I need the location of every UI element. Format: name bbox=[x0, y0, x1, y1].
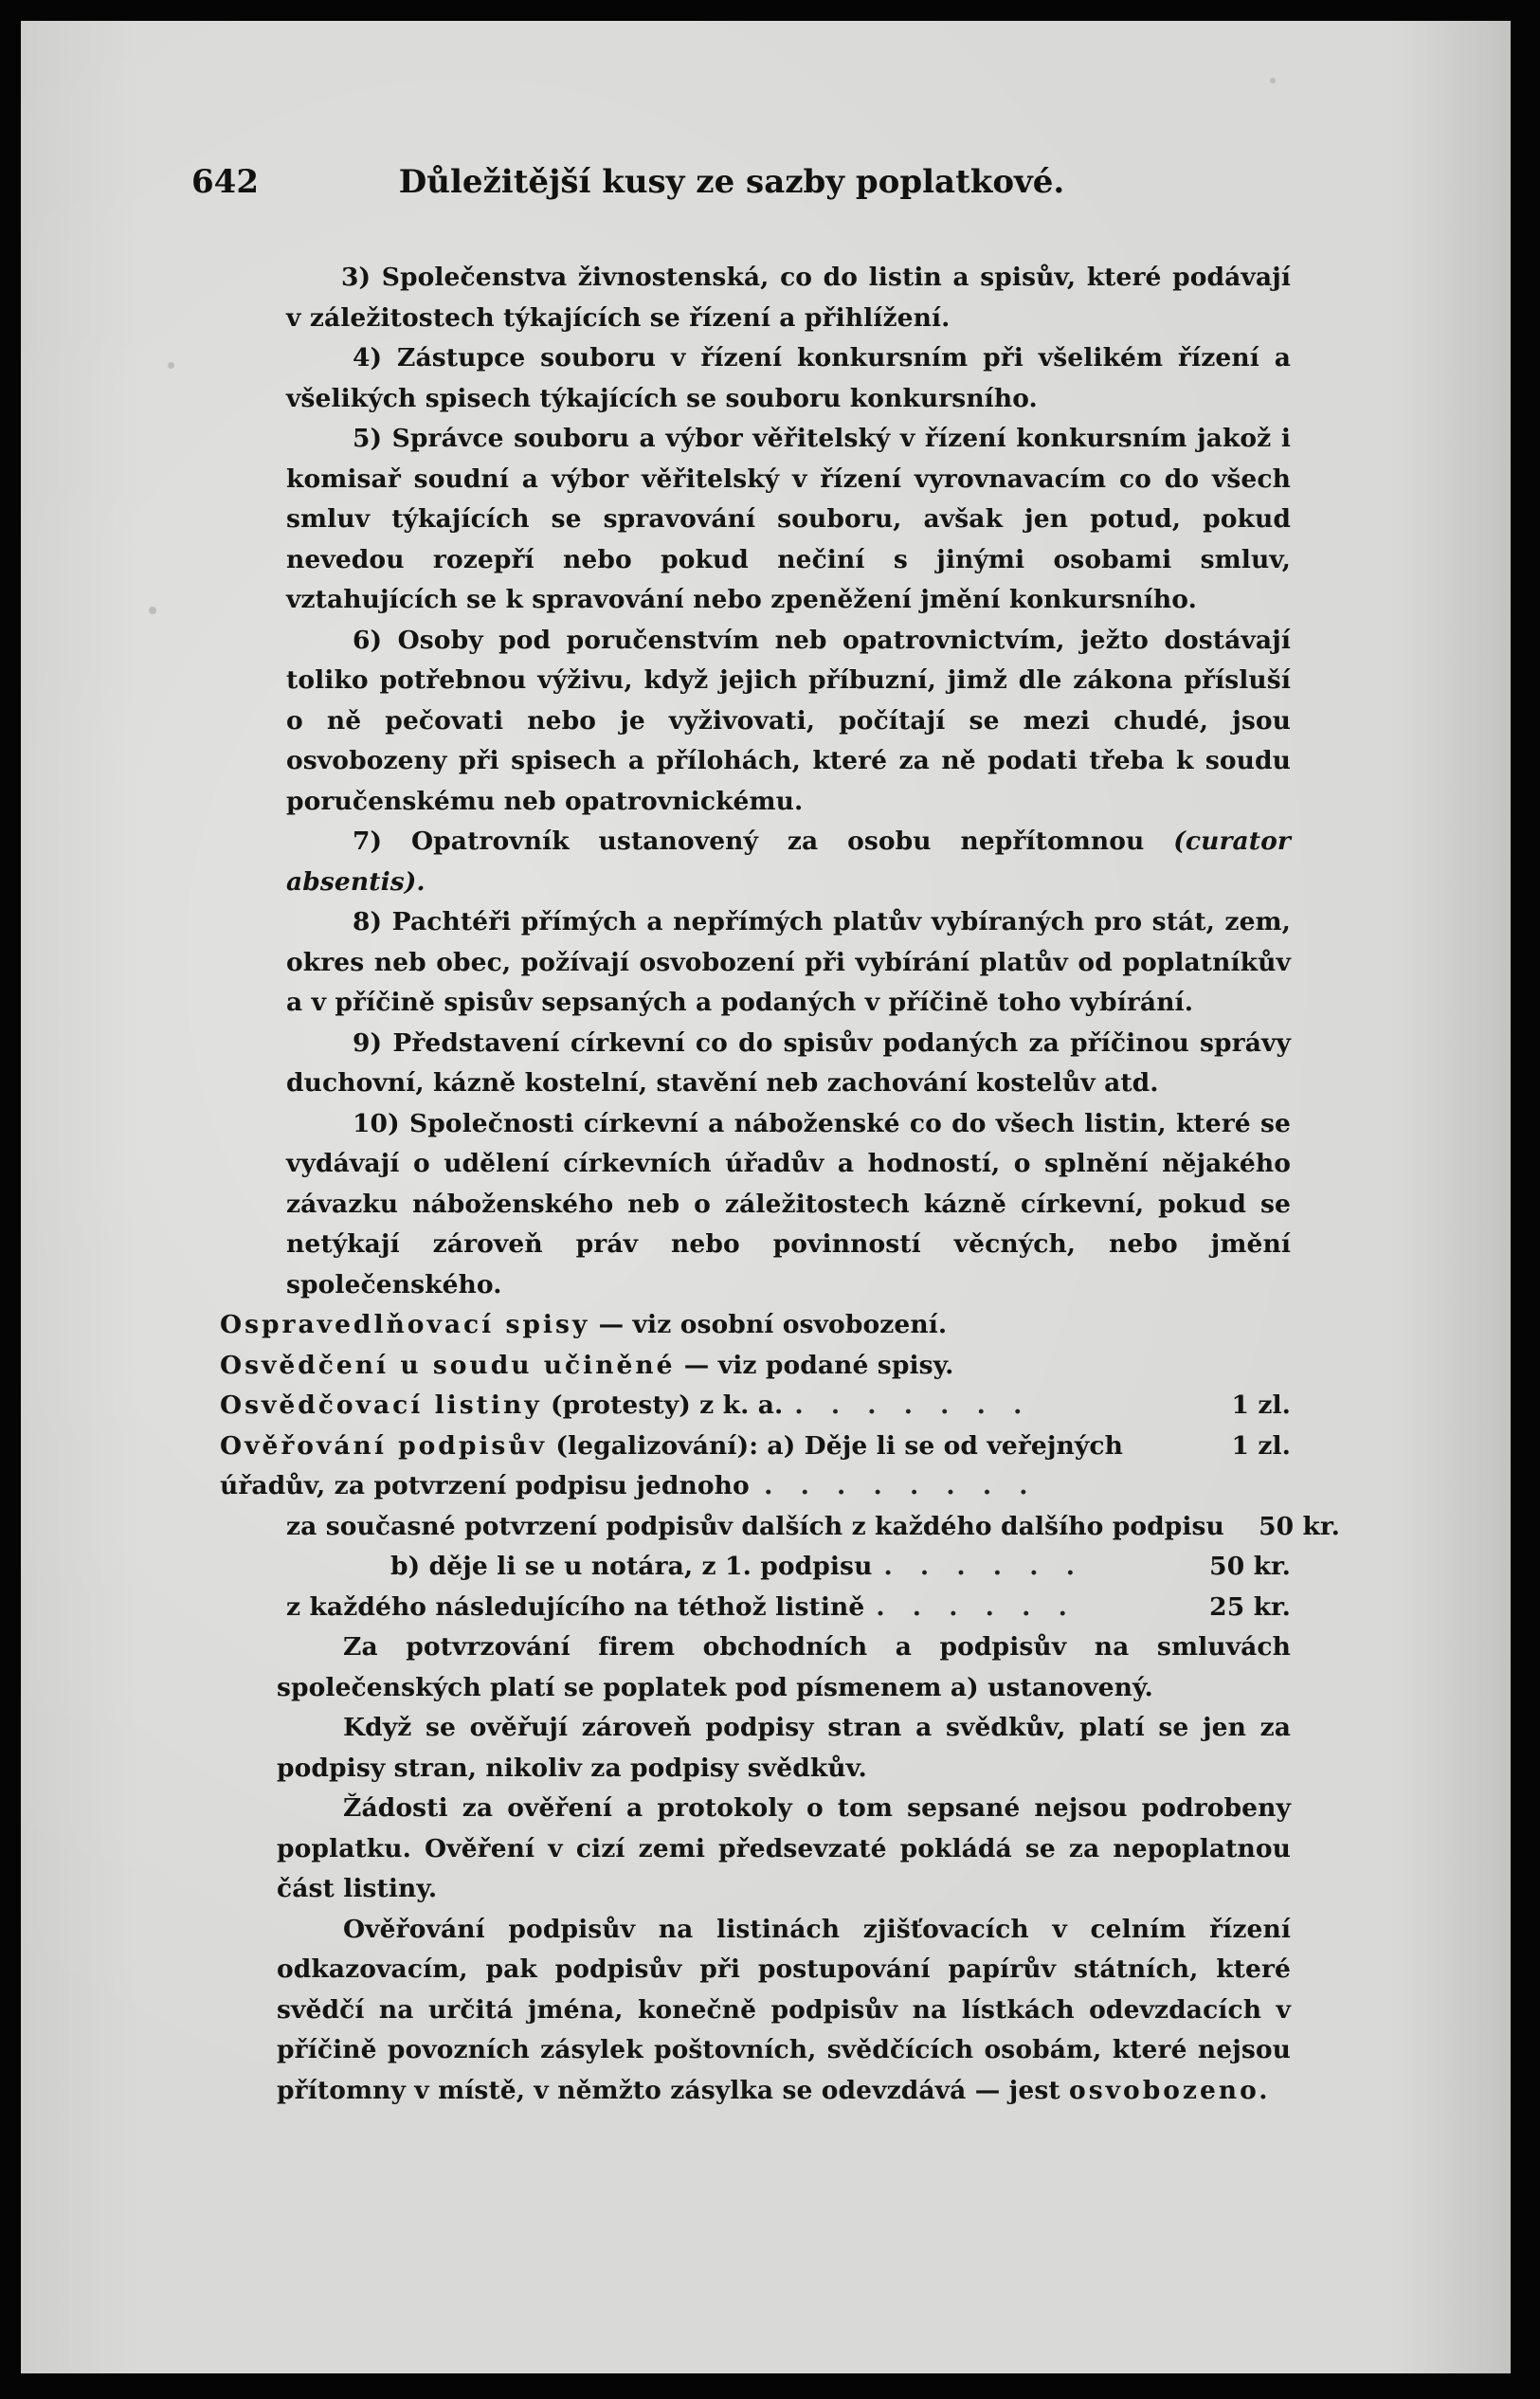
leader-dots: . . . . . . bbox=[876, 1591, 1077, 1622]
paragraph: 6) Osoby pod poručenstvím neb opatrovnictvím, ježto dostávají toliko potřebnou výživu, když jejich příbuzní, jimž dle zákona přísluší o ně pečovati nebo je vyživovati, počítají se mezi chudé, jsou osvobozeny při spisech a přílohách, které za ně podati třeba k soudu poručenskému neb opatrovnickému. bbox=[286, 625, 1291, 816]
note-paragraph bbox=[220, 1910, 1291, 2112]
paragraph: 5) Správce souboru a výbor věřitelský v řízení konkursním jakož i komisař soudní a výbor věřitelský v řízení vyrovnavacím co do všech smluv týkajících se spravování souboru, avšak jen potud, pokud nevedou rozepří nebo pokud nečiní s jinými osobami smluv, vztahujících se k spravování nebo zpeněžení jmění konkursního. bbox=[286, 424, 1291, 614]
fee-label: b) děje li se u notára, z 1. podpisu bbox=[390, 1552, 873, 1581]
entry-text: — viz podané spisy. bbox=[675, 1350, 954, 1380]
entry-term: Osvědčení u soudu učiněné bbox=[220, 1350, 676, 1380]
entry-overovani bbox=[220, 1427, 1291, 1507]
ink-speck bbox=[149, 607, 156, 614]
page-number: 642 bbox=[191, 163, 259, 201]
paragraph: 3) Společenstva živnostenská, co do listin a spisův, které podávají v záležitostech týkajících se řízení a přihlížení. bbox=[286, 263, 1291, 333]
entry-text: (legalizování): a) Děje li se od veřejných úřadův, za potvrzení podpisu jednoho bbox=[220, 1430, 1124, 1500]
note-paragraph: Žádosti za ověření a protokoly o tom sepsané nejsou podrobeny poplatku. Ověření v cizí zemi předsevzaté pokládá se za nepoplatnou část listiny. bbox=[277, 1793, 1291, 1903]
fee-row bbox=[220, 1547, 1291, 1588]
fee-amount: 1 zl. bbox=[1231, 1390, 1291, 1420]
fee-amount: 50 kr. bbox=[1259, 1511, 1340, 1541]
paragraph bbox=[220, 822, 1291, 902]
fee-label: za současné potvrzení podpisův dalších z každého dalšího podpisu bbox=[286, 1511, 1224, 1541]
fee-row bbox=[220, 1588, 1291, 1628]
fee-row bbox=[220, 1507, 1340, 1548]
book-page bbox=[21, 21, 1511, 2373]
paragraph: 9) Představení církevní co do spisův podaných za příčinou správy duchovní, kázně kostelní, stavění neb zachování kostelův atd. bbox=[286, 1027, 1291, 1098]
fee-label: z každého následujícího na téthož listině bbox=[286, 1591, 865, 1622]
entry-osvedcovaci bbox=[220, 1386, 1291, 1427]
page-header bbox=[191, 163, 1272, 216]
leader-dots: . . . . . . . bbox=[794, 1390, 1032, 1420]
paragraph: 10) Společnosti církevní a náboženské co do všech listin, které se vydávají o udělení církevních úřadův a hodností, o splnění nějakého závazku náboženského neb o záležitostech kázně církevní, pokud se netýkají zároveň práv nebo povinností věcných, nebo jmění společenského. bbox=[286, 1108, 1291, 1299]
entry-osvedceni bbox=[220, 1346, 1291, 1387]
leader-dots: . . . . . . . . bbox=[764, 1471, 1038, 1500]
entry-text: (protesty) z k. a. bbox=[541, 1390, 784, 1420]
note-text: Ověřování podpisův na listinách zjišťovacích v celním řízení odkazovacím, pak podpisův při postupování papírův státních, které svědčí na určitá jména, konečně podpisův na lístkách odevzdacích v příčině povozních zásylek poštovních, svědčících osobám, které nejsou přítomny v místě, v němžto zásylka se odevzdává — jest bbox=[277, 1914, 1291, 2105]
entry-ospravedlnovaci bbox=[220, 1305, 1291, 1346]
leader-dots: . . . . . . bbox=[883, 1552, 1084, 1581]
fee-amount: 1 zl. bbox=[1231, 1430, 1291, 1461]
fee-amount: 50 kr. bbox=[1209, 1552, 1291, 1581]
paragraph: 8) Pachtéři přímých a nepřímých platův vybíraných pro stát, zem, okres neb obec, požívají osvobození při vybírání platův od poplatníkův a v příčině spisův sepsaných a podaných v příčině toho vybírání. bbox=[286, 907, 1291, 1017]
note-paragraph: Když se ověřují zároveň podpisy stran a svědkův, platí se jen za podpisy stran, nikoliv za podpisy svědkův. bbox=[277, 1713, 1291, 1783]
note-paragraph: Za potvrzování firem obchodních a podpisův na smluvách společenských platí se poplatek pod písmenem a) ustanovený. bbox=[277, 1632, 1291, 1702]
entry-term: Ospravedlňovací spisy bbox=[220, 1310, 590, 1339]
paragraph: 4) Zástupce souboru v řízení konkursním při všelikém řízení a všelikých spisech týkajících se souboru konkursního. bbox=[286, 343, 1291, 413]
emphasis-text: osvobozeno. bbox=[1069, 2075, 1271, 2105]
entry-text: — viz osobní osvobození. bbox=[589, 1310, 948, 1339]
entry-term: Ověřování podpisův bbox=[220, 1430, 548, 1461]
page-body bbox=[220, 258, 1340, 2111]
latin-term: (curator absentis). bbox=[286, 827, 1291, 897]
ink-speck bbox=[168, 362, 174, 369]
fee-amount: 25 kr. bbox=[1209, 1591, 1291, 1622]
running-title: Důležitější kusy ze sazby poplatkové. bbox=[398, 163, 1065, 201]
ink-speck bbox=[1270, 78, 1276, 83]
entry-term: Osvědčovací listiny bbox=[220, 1390, 542, 1420]
paragraph-text: 7) Opatrovník ustanovený za osobu nepřítomnou bbox=[353, 827, 1145, 856]
